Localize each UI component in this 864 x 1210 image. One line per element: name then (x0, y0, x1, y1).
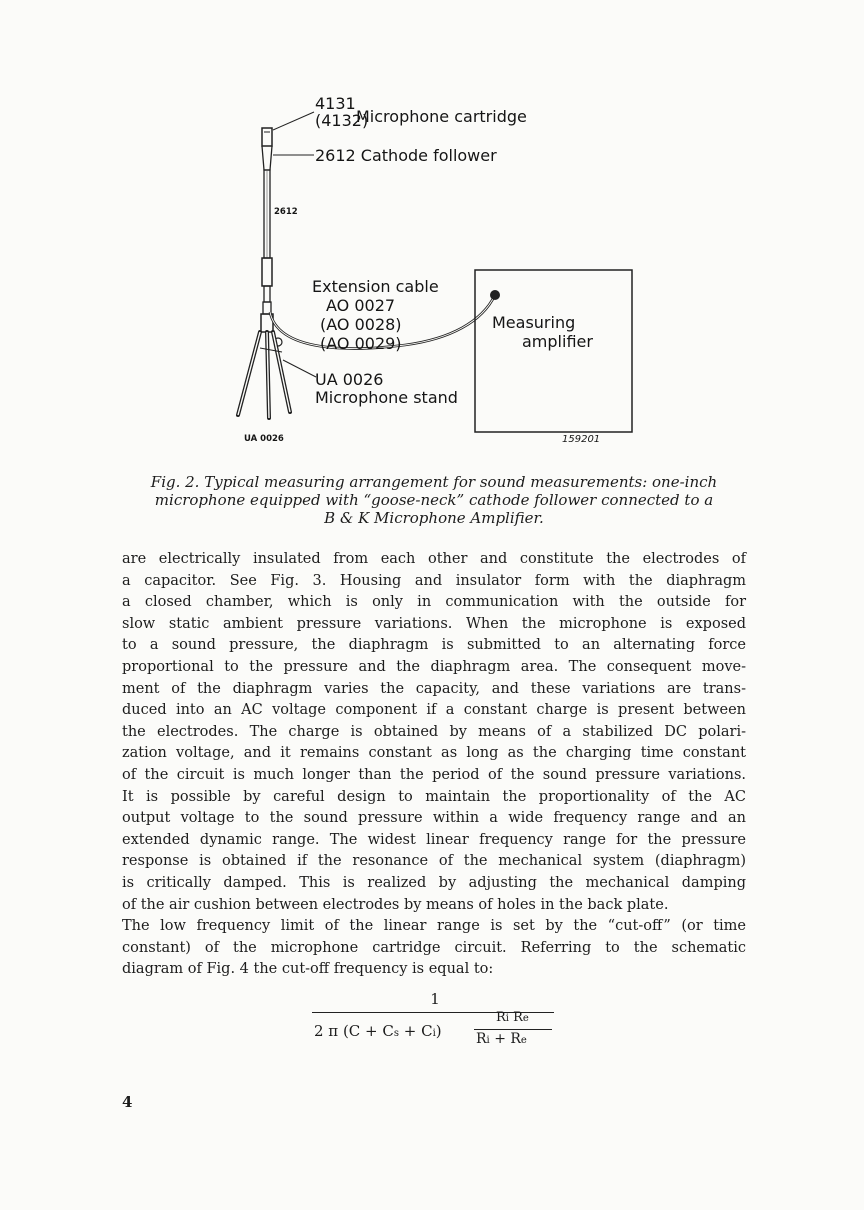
extension-cable-code-2: (AO 0028) (320, 315, 402, 334)
stand-code-small: UA 0026 (244, 434, 284, 444)
formula-inner-denominator: Ri + Re (476, 1031, 527, 1047)
text-line: It is possible by careful design to maintain the proportionality of the AC (122, 788, 746, 805)
text-line: is critically damped. This is realized by adjusting the mechanical damping (122, 874, 746, 891)
page-number: 4 (122, 1093, 133, 1111)
text-line: to a sound pressure, the diaphragm is submitted to an alternating force (122, 637, 746, 654)
text-line: proportional to the pressure and the diaphragm area. The consequent move- (122, 658, 746, 675)
cartridge-code-4131: 4131 (315, 94, 356, 113)
cartridge-leader-line (273, 112, 314, 130)
cartridge-code-4132: (4132) (315, 111, 369, 130)
stem-joint-shape (262, 258, 272, 286)
formula-inner-numerator: Ri Re (496, 1010, 529, 1025)
text-line: output voltage to the sound pressure within a wide frequency range and an (122, 810, 746, 827)
caption-line: microphone equipped with “goose-neck” cathode follower connected to a (154, 491, 714, 509)
text-line: slow static ambient pressure variations. When the microphone is exposed (122, 615, 746, 632)
text-line: a closed chamber, which is only in communication with the outside for (122, 594, 746, 611)
text-line: the electrodes. The charge is obtained by means of a stabilized DC polari- (122, 723, 746, 740)
cutoff-frequency-formula (300, 990, 570, 1060)
formula-inner-fraction-bar (474, 1029, 552, 1030)
text-line: constant) of the microphone cartridge circuit. Referring to the schematic (122, 939, 746, 956)
cathode-follower-head-shape (262, 146, 272, 170)
cable-plug-shape (490, 290, 500, 300)
body-paragraph (122, 549, 746, 981)
text-line: The low frequency limit of the linear range is set by the “cut-off” (or time (122, 918, 746, 935)
text-line: ment of the diaphragm varies the capacity, and these variations are trans- (122, 680, 746, 697)
text-line: of the air cushion between electrodes by means of holes in the back plate. (122, 896, 669, 913)
text-line: extended dynamic range. The widest linear frequency range for the pressure (122, 831, 746, 848)
extension-cable-code-1: AO 0027 (326, 296, 396, 315)
figure-caption (122, 473, 746, 527)
formula-denominator: 2 π (C + Cs + Ci) (314, 1022, 442, 1040)
cartridge-label: Microphone cartridge (356, 107, 527, 126)
stand-label: Microphone stand (315, 388, 458, 407)
text-line: response is obtained if the resonance of the mechanical system (diaphragm) (122, 853, 746, 870)
figure-code: 159201 (562, 434, 601, 445)
cathode-follower-label: 2612 Cathode follower (315, 146, 497, 165)
text-line: a capacitor. See Fig. 3. Housing and insulator form with the diaphragm (122, 572, 746, 589)
amplifier-label-line-1: Measuring (492, 313, 576, 332)
extension-cable-code-3: (AO 0029) (320, 334, 402, 353)
text-line: zation voltage, and it remains constant as long as the charging time constant (122, 745, 746, 762)
text-line: diagram of Fig. 4 the cut-off frequency is equal to: (122, 961, 494, 978)
measuring-arrangement-figure (220, 90, 650, 460)
stand-code-label: UA 0026 (315, 370, 384, 389)
formula-numerator: 1 (430, 990, 440, 1008)
extension-cable-label: Extension cable (312, 277, 439, 296)
caption-line: Fig. 2. Typical measuring arrangement for sound measurements: one-inch (150, 473, 718, 491)
caption-line: B & K Microphone Amplifier. (324, 509, 544, 527)
amplifier-label-line-2: amplifier (522, 332, 593, 351)
text-line: of the circuit is much longer than the period of the sound pressure variations. (122, 766, 746, 783)
microphone-cartridge-shape (262, 128, 272, 146)
stem-code-label: 2612 (274, 207, 298, 217)
text-line: duced into an AC voltage component if a constant charge is present between (122, 702, 746, 719)
stand-leader-line (283, 360, 316, 377)
text-line: are electrically insulated from each other and constitute the electrodes of (122, 551, 746, 567)
